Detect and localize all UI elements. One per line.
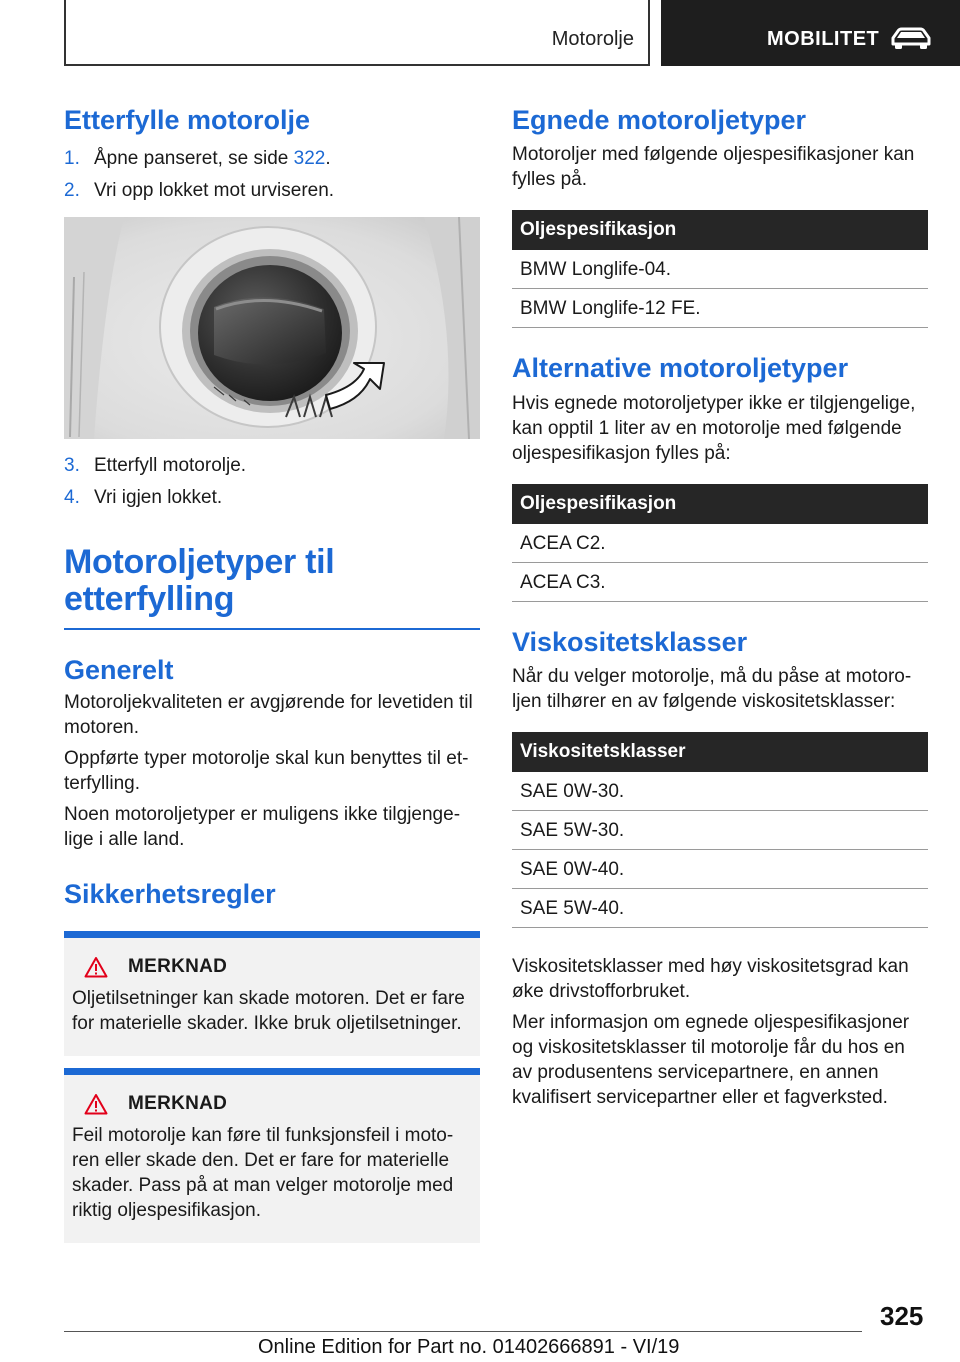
notice-label: MERKNAD — [128, 1092, 228, 1114]
viscosity-paragraph-1: Viskositetsklasser med høy viskositetsgrad kan øke drivstofforbruket. — [512, 956, 909, 1003]
table-row: SAE 5W-40. — [512, 889, 928, 928]
notice-text: Feil motorolje kan føre til funksjonsfeil i motoren eller skade den. Det er fare for materielle skader. Pass på at man velger motorolje med riktig oljespesifikasjon. — [72, 1124, 454, 1221]
refill-steps-b — [64, 453, 480, 510]
suitable-oil-table — [512, 210, 928, 328]
step-number: 3. — [64, 455, 80, 477]
edition-footer: Online Edition for Part no. 01402666891 - VI/19 — [258, 1336, 680, 1358]
refill-heading: Etterfylle motorolje — [64, 105, 311, 135]
car-icon — [887, 26, 935, 50]
footer-divider — [64, 1331, 862, 1332]
step-item — [64, 453, 480, 478]
warning-triangle-icon — [84, 956, 108, 978]
viscosity-text: Når du velger motorolje, må du påse at motoroljen tilhører en av følgende viskositetsklasser: — [512, 666, 912, 713]
step-number: 1. — [64, 148, 80, 170]
step-item — [64, 178, 480, 203]
notice-text: Oljetilsetninger kan skade motoren. Det er fare for materielle skader. Ikke bruk oljetilsetninger. — [72, 987, 465, 1034]
warning-triangle-icon — [84, 1093, 108, 1115]
refill-steps-a — [64, 146, 480, 203]
step-text: Vri igjen lokket. — [94, 487, 223, 509]
alternative-oil-text: Hvis egnede motoroljetyper ikke er tilgjengelige, kan opptil 1 liter av en motorolje med følgende oljespesifikasjon fylles på: — [512, 392, 916, 464]
suitable-oil-heading: Egnede motoroljetyper — [512, 105, 807, 135]
notice-label: MERKNAD — [128, 955, 228, 977]
oil-cap-photo — [64, 217, 480, 439]
notice-box-2 — [64, 1068, 480, 1243]
step-text: Vri opp lokket mot urviseren. — [94, 180, 335, 202]
table-header: Oljespesifikasjon — [512, 484, 928, 524]
safety-heading: Sikkerhetsregler — [64, 879, 276, 910]
right-column — [512, 100, 928, 1110]
general-heading: Generelt — [64, 654, 174, 685]
oil-types-title: Motoroljetyper til etterfylling — [64, 543, 335, 619]
table-row: SAE 0W-30. — [512, 772, 928, 811]
step-item — [64, 485, 480, 510]
table-row: ACEA C3. — [512, 563, 928, 602]
table-row: BMW Longlife-04. — [512, 250, 928, 289]
viscosity-heading: Viskositetsklasser — [512, 626, 748, 657]
notice-header — [84, 1093, 472, 1115]
table-row: BMW Longlife-12 FE. — [512, 289, 928, 328]
general-paragraph-1: Motoroljekvaliteten er avgjørende for levetiden til motoren. — [64, 692, 473, 739]
header-chapter-box — [661, 0, 960, 66]
table-row: SAE 0W-40. — [512, 850, 928, 889]
notice-header — [84, 956, 472, 978]
title-divider — [64, 628, 480, 630]
step-item — [64, 146, 480, 171]
notice-box-1 — [64, 931, 480, 1056]
header-section-title: Motorolje — [551, 28, 634, 50]
table-row: ACEA C2. — [512, 524, 928, 563]
step-text: Etterfyll motorolje. — [94, 455, 247, 477]
step-text: Åpne panseret, se side 322. — [94, 148, 331, 170]
table-row: SAE 5W-30. — [512, 811, 928, 850]
header-chapter-title: MOBILITET — [767, 28, 880, 50]
suitable-oil-text: Motoroljer med følgende oljespesifikasjoner kan fylles på. — [512, 144, 915, 191]
table-header: Viskositetsklasser — [512, 732, 928, 772]
step-number: 4. — [64, 487, 80, 509]
general-paragraph-3: Noen motoroljetyper er muligens ikke tilgjengelige i alle land. — [64, 804, 461, 851]
general-paragraph-2: Oppførte typer motorolje skal kun benyttes til etterfylling. — [64, 748, 469, 795]
table-header: Oljespesifikasjon — [512, 210, 928, 250]
alternative-oil-heading: Alternative motoroljetyper — [512, 353, 849, 384]
viscosity-table — [512, 732, 928, 928]
viscosity-paragraph-2: Mer informasjon om egnede oljespesifikasjoner og viskositetsklasser til motorolje får du hos en av produsentens servicepartnere, en annen kvalifisert servicepartner eller et fagverksted. — [512, 1012, 910, 1109]
page-reference-link[interactable]: 322 — [293, 148, 326, 170]
step-number: 2. — [64, 180, 80, 202]
header-section-box — [64, 0, 650, 66]
page-number: 325 — [880, 1301, 924, 1331]
alternative-oil-table — [512, 484, 928, 602]
left-column — [64, 100, 480, 1243]
